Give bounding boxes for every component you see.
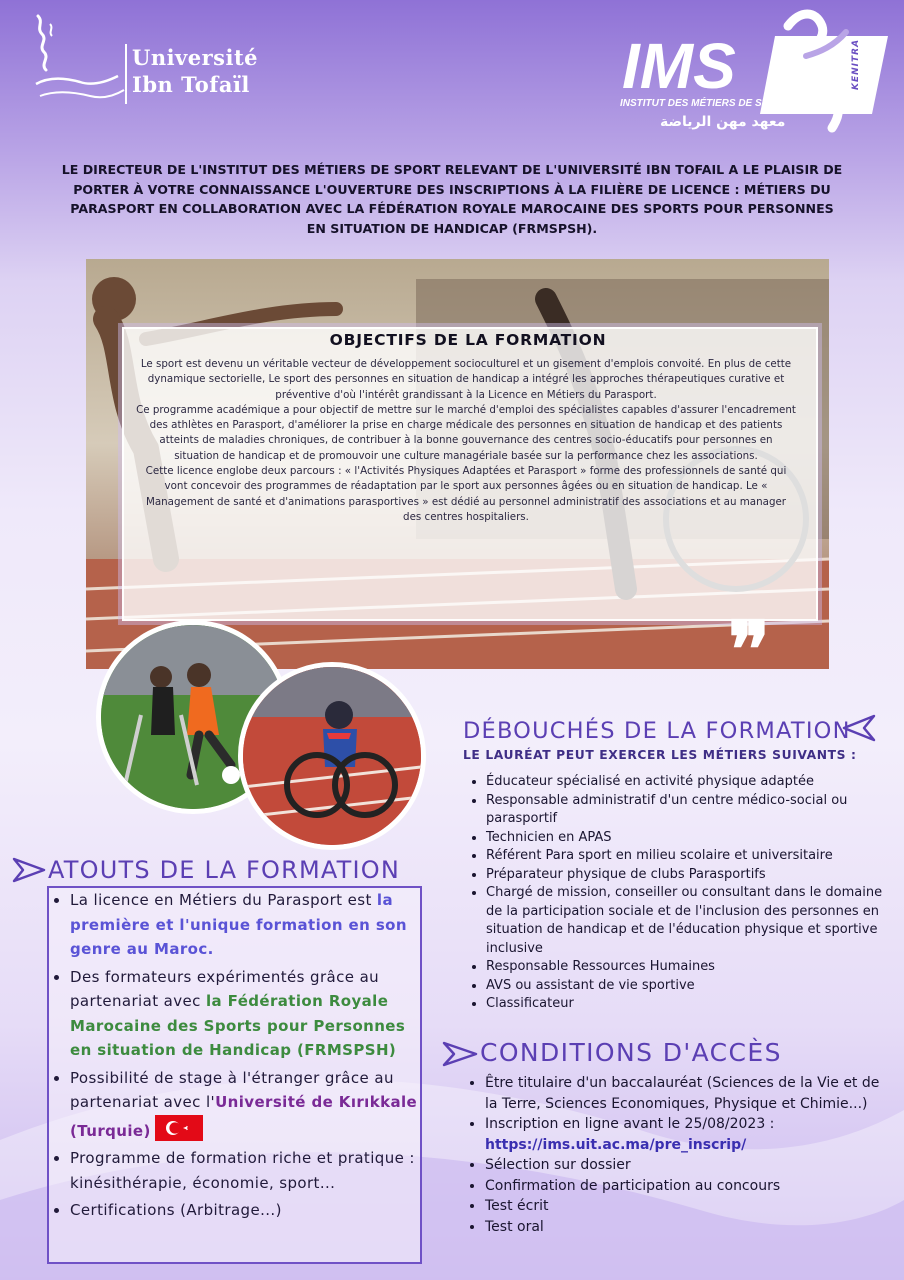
list-item	[70, 1066, 425, 1144]
list-item: • Programme de formation riche et pratique : kinésithérapie, économie, sport...	[70, 1146, 425, 1195]
list-item: • Certifications (Arbitrage...)	[70, 1198, 425, 1223]
objectifs-paragraph: Le sport est devenu un véritable vecteur de développement socioculturel et un gisement d'emplois convoité. En plus de cette dynamique sectorielle, Le sport des personnes en situation de handicap a intégré les approches thérapeutiques curative et préventive d'où l'intérêt grandissant à la Licence en Métiers du Parasport.	[140, 358, 792, 401]
list-item: • Responsable Ressources Humaines	[486, 958, 896, 977]
conditions-item-text: Inscription en ligne avant le 25/08/2023 :	[485, 1116, 775, 1132]
ims-subtitle: INSTITUT DES MÉTIERS DE SPORT	[620, 98, 790, 109]
wheelchair-racing-illustration	[243, 667, 421, 845]
objectifs-paragraph: Cette licence englobe deux parcours : « l'Activités Physiques Adaptées et Parasport » forme des professionnels de santé qui vont concevoir des programmes de réadaptation par le sport aux personnes âgées ou en situation de handicap. Le « Management de santé et d'animations parasportives » est dédié au personnel administratif des associations et au manager des centres hospitaliers.	[145, 465, 787, 523]
atouts-item-text: Des formateurs expérimentés grâce au partenariat avec	[70, 967, 380, 1010]
debouches-subtitle: LE LAURÉAT PEUT EXERCER LES MÉTIERS SUIVANTS :	[463, 748, 857, 762]
list-item: • Test écrit	[485, 1196, 895, 1217]
arrow-right-icon	[442, 1040, 478, 1068]
turkey-flag-icon	[155, 1115, 203, 1141]
debouches-title: DÉBOUCHÉS DE LA FORMATION	[463, 718, 851, 744]
university-name-line2: Ibn Tofaïl	[132, 72, 250, 97]
intro-announcement: LE DIRECTEUR DE L'INSTITUT DES MÉTIERS DE SPORT RELEVANT DE L'UNIVERSITÉ IBN TOFAIL A LE PLAISIR DE PORTER À VOTRE CONNAISSANCE L'OUVERTURE DES INSCRIPTIONS À LA FILIÈRE DE LICENCE : MÉTIERS DU PARASPORT EN COLLABORATION AVEC LA FÉDÉRATION ROYALE MAROCAINE DES SPORTS POUR PERSONNES EN SITUATION DE HANDICAP (FRMSPSH).	[61, 162, 843, 236]
list-item: • Chargé de mission, conseiller ou consultant dans le domaine de la participation sociale et de l'inclusion des personnes en situation de handicap et de l'éducation physique et sportive inclusive	[486, 884, 896, 958]
atouts-title: ATOUTS DE LA FORMATION	[48, 856, 401, 884]
atouts-list	[50, 888, 425, 1226]
atouts-item-text: La licence en Métiers du Parasport est	[70, 891, 377, 909]
atouts-highlight: la Fédération Royale Marocaine des Sports pour Personnes en situation de Handicap (FRMSPSH)	[70, 992, 406, 1059]
university-name	[132, 44, 258, 98]
objectifs-text	[136, 357, 796, 525]
arrow-left-icon	[838, 712, 878, 744]
debouches-list	[467, 773, 896, 1014]
ims-logo	[600, 6, 890, 136]
list-item: • Test oral	[485, 1217, 895, 1238]
list-item: • Sélection sur dossier	[485, 1155, 895, 1176]
list-item: • Être titulaire d'un baccalauréat (Sciences de la Vie et de la Terre, Sciences Economiques, Physique et Chimie...)	[485, 1073, 895, 1114]
logo-divider	[125, 44, 127, 104]
objectifs-paragraph: Ce programme académique a pour objectif de mettre sur le marché d'emploi des spécialistes capables d'assurer l'encadrement des athlètes en Parasport, d'améliorer la prise en charge médicale des personnes en situation de handicap et des patients atteints de maladies chroniques, de contribuer à la bonne gouvernance des centres socio-éducatifs pour personnes en situation de handicap et de promouvoir une culture managériale basée sur la performance chez les associations.	[136, 403, 796, 462]
atouts-highlight: la première et l'unique formation en son genre au Maroc.	[70, 891, 407, 958]
quote-icon: ❞	[728, 605, 770, 696]
list-item: • Confirmation de participation au concours	[485, 1176, 895, 1197]
ims-arabic-name: معهد مهن الرياضة	[660, 114, 786, 130]
atouts-highlight: Université de Kırıkkale (Turquie)	[70, 1093, 418, 1140]
conditions-list	[466, 1073, 895, 1237]
list-item: • Référent Para sport en milieu scolaire et universitaire	[486, 847, 896, 866]
list-item	[70, 888, 425, 962]
wheelchair-racing-photo	[238, 662, 426, 850]
ims-logo-text: IMS	[622, 30, 736, 102]
objectifs-title: OBJECTIFS DE LA FORMATION	[329, 331, 607, 349]
university-name-line1: Université	[132, 45, 259, 70]
list-item: • Éducateur spécialisé en activité physique adaptée	[486, 773, 896, 792]
list-item: • Responsable administratif d'un centre médico-social ou parasportif	[486, 792, 896, 829]
list-item: • Technicien en APAS	[486, 829, 896, 848]
list-item: • Classificateur	[486, 995, 896, 1014]
registration-link[interactable]: https://ims.uit.ac.ma/pre_inscrip/	[485, 1136, 747, 1153]
conditions-title: CONDITIONS D'ACCÈS	[480, 1038, 782, 1067]
list-item: • AVS ou assistant de vie sportive	[486, 977, 896, 996]
list-item	[485, 1114, 895, 1155]
list-item	[70, 965, 425, 1063]
arrow-right-icon	[12, 856, 46, 884]
list-item: • Préparateur physique de clubs Parasportifs	[486, 866, 896, 885]
ims-city-label: KENITRA	[851, 38, 861, 90]
atouts-item-text: Possibilité de stage à l'étranger grâce au partenariat avec l'	[70, 1068, 394, 1111]
